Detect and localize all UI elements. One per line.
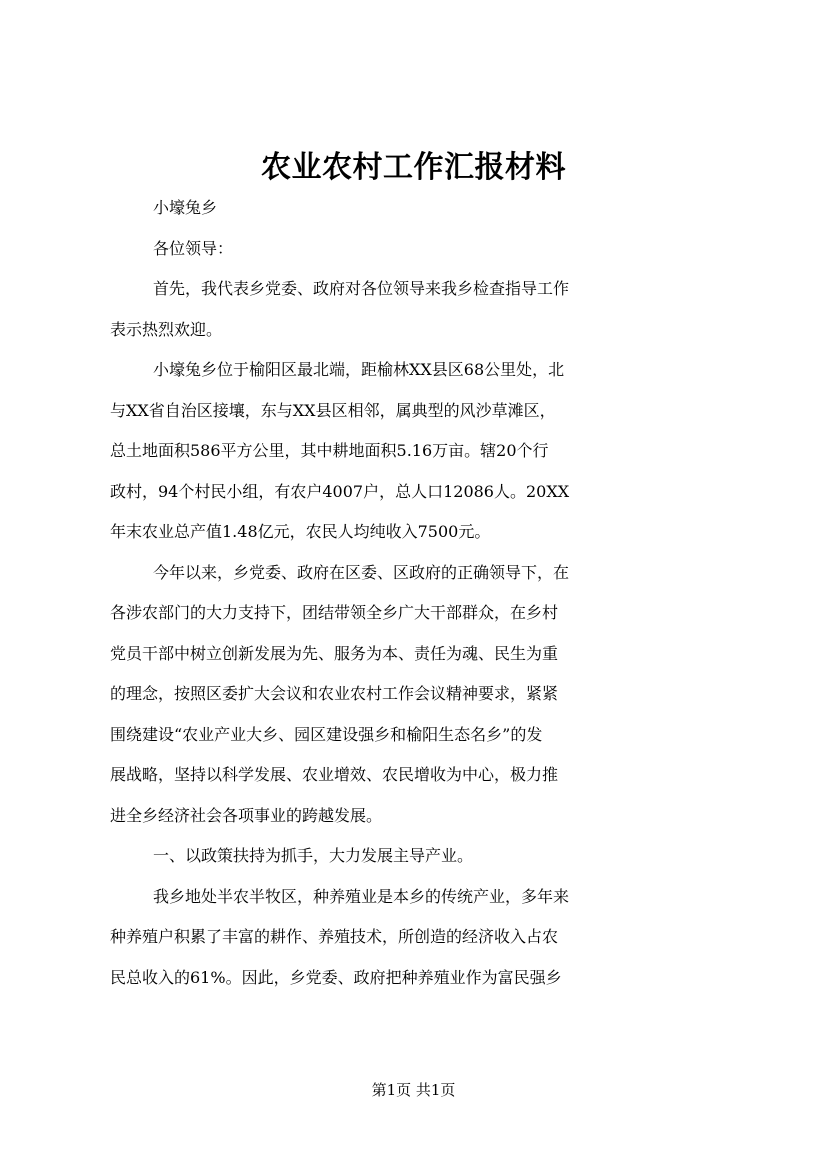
text-line: 一、以政策扶持为抓手，大力发展主导产业。 [153, 846, 474, 865]
text-line: 与XX省自治区接壤，东与XX县区相邻，属典型的风沙草滩区， [110, 400, 556, 420]
text-line: 小壕兔乡 [153, 198, 218, 217]
text-line: 的理念，按照区委扩大会议和农业农村工作会议精神要求，紧紧 [110, 684, 559, 703]
text-line: 首先，我代表乡党委、政府对各位领导来我乡检查指导工作 [153, 279, 570, 298]
text-line: 各涉农部门的大力支持下，团结带领全乡广大干部群众，在乡村 [110, 603, 559, 622]
document-title: 农业农村工作汇报材料 [261, 150, 566, 185]
text-line: 年末农业总产值1.48亿元，农民人均纯收入7500元。 [110, 522, 491, 541]
text-line: 种养殖户积累了丰富的耕作、养殖技术，所创造的经济收入占农 [110, 927, 559, 946]
text-line: 小壕兔乡位于榆阳区最北端，距榆林XX县区68公里处，北 [153, 360, 565, 379]
text-line: 总土地面积586平方公里，其中耕地面积5.16万亩。辖20个行 [110, 441, 549, 460]
text-line: 民总收入的61%。因此，乡党委、政府把种养殖业作为富民强乡 [110, 967, 562, 987]
text-line: 围绕建设“农业产业大乡、园区建设强乡和榆阳生态名乡”的发 [110, 724, 543, 744]
text-line: 进全乡经济社会各项事业的跨越发展。 [110, 805, 383, 825]
text-line: 各位领导： [153, 238, 234, 258]
text-line: 展战略，坚持以科学发展、农业增效、农民增收为中心，极力推 [110, 765, 559, 784]
text-line: 今年以来，乡党委、政府在区委、区政府的正确领导下，在 [153, 562, 570, 582]
text-line: 我乡地处半农半牧区，种养殖业是本乡的传统产业，多年来 [153, 886, 570, 906]
document-body [110, 195, 742, 1005]
page-footer: 第1页 共1页 [371, 1081, 456, 1099]
text-line: 表示热烈欢迎。 [110, 319, 223, 339]
text-line: 党员干部中树立创新发展为先、服务为本、责任为魂、民生为重 [110, 643, 559, 663]
text-line: 政村，94个村民小组，有农户4007户，总人口12086人。20XX [110, 481, 570, 501]
